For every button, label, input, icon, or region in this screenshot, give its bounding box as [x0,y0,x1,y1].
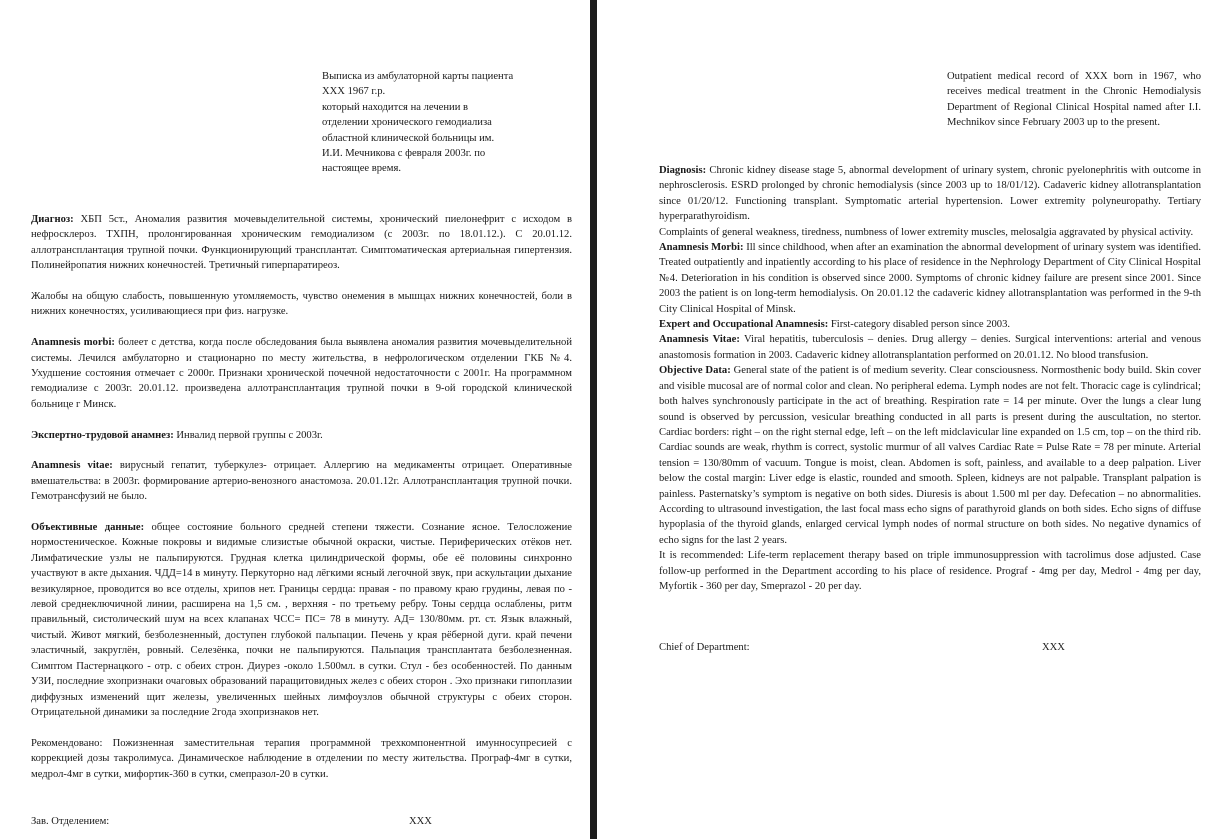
anamnesis-morbi-label: Anamnesis Morbi: [659,242,744,254]
expert-anamnesis-label: Expert and Occupational Anamnesis: [659,319,829,331]
complaints-paragraph: Жалобы на общую слабость, повышенную утомляемость, чувство онемения в мышцах нижних конечностей, боли в нижних конечностях, усиливающиеся при физ. нагрузке. [31,291,572,318]
diagnosis-text: ХБП 5ст., Аномалия развития мочевыделительной системы, хронический пиелонефрит с исходом в нефросклероз. ТХПН, пролонгированная хроническим гемодиализом (с 2003г. по 18.01.12.). С 20.01.12. аллотрансплантация трупной почки. Функционирующий трансплантат. Симптоматическая артериальная гипертензия. Полинейропатия нижних конечностей. Третичный гиперпаратиреоз. [31,214,572,272]
anamnesis-vitae-paragraph [31,458,572,504]
expert-anamnesis-label: Экспертно-трудовой анамнез: [31,429,174,441]
diagnosis-text: Chronic kidney disease stage 5, abnormal development of urinary system, chronic pyelonephritis with outcome in nephrosclerosis. ESRD prolonged by chronic hemodialysis (since 2003 up to 18/01/12). Cadaveric kidney allotransplantation since 01/20/12. Functioning transplant. Symptomatic arterial hypertension. Lower extremity polyneuropathy. Tertiary hyperparathyroidism. [659,165,1201,223]
page-divider [590,0,597,839]
anamnesis-morbi-label: Anamnesis morbi: [31,337,115,349]
diagnosis-label: Diagnosis: [659,165,707,176]
anamnesis-morbi-paragraph [659,240,1201,317]
signature-label: Chief of Department: [659,642,750,653]
anamnesis-vitae-label: Anamnesis Vitae: [659,334,740,346]
anamnesis-morbi-text: болеет с детства, когда после обследования была выявлена аномалия развития мочевыделительной системы. Лечился амбулаторно и стационарно по месту жительства, в нефрологическом отделении ГКБ №4. Ухудшение состояния отмечает с 2000г. Признаки хронической почечной недостаточности с 2001г. На программном гемодиализе с 2003г. 20.01.12. произведена аллотрансплантация трупной почки в 9-ой городской клинической больнице г Минск. [31,337,572,410]
expert-anamnesis-paragraph [31,428,572,443]
expert-anamnesis-paragraph [659,317,1201,332]
record-header: Выписка из амбулаторной карты пациента XXX 1967 г.р. который находится на лечении в отделении хронического гемодиализа областной клинической больницы им. И.И. Мечникова с февраля 2003г. по настоящее время. [322,71,514,175]
expert-anamnesis-text: Инвалид первой группы с 2003г. [173,429,323,441]
anamnesis-vitae-paragraph [659,332,1201,363]
record-body [31,212,572,797]
objective-data-paragraph [659,363,1201,548]
objective-data-label: Объективные данные: [31,522,145,534]
diagnosis-paragraph [31,212,572,274]
signature-name: XXX [1042,642,1065,653]
anamnesis-vitae-label: Anamnesis vitae: [31,460,113,472]
anamnesis-morbi-paragraph [31,335,572,412]
objective-data-text: общее состояние больного средней степени тяжести. Сознание ясное. Телосложение нормостеническое. Кожные покровы и видимые слизистые обычной окраски, чистые. Периферических отёков нет. Лимфатические узлы не пальпируются. Грудная клетка цилиндрической формы, обе её половины синхронно участвуют в акте дыхания. ЧДД=14 в минуту. Перкуторно над лёгкими ясный легочной звук, при аскультации дыхание везикулярное, проводится во все отделы, хрипов нет. Границы сердца: правая - по правому краю грудины, левая по - левой среднеключичной линии, расширена на 1,5 см. , верхняя - по третьему ребру. Тоны сердца ослаблены, ритм правильный, систолический шум на всех клапанах ЧСС= ПС= 78 в минуту. АД= 130/80мм. рт. ст. Язык влажный, чистый. Живот мягкий, безболезненный, доступен глубокой пальпации. Печень у края рёберной дуги. край печени эластичный, закруглён, ровный. Селезёнка, почки не пальпируются. Пальпация трансплантата безболезненная. Симптом Пастернацкого - отр. с обеих строн. Диурез -около 1.500мл. в сутки. Стул - без особенностей. По данным УЗИ, последние эхопризнаки очаговых образований паращитовидных желез с обеих сторон . Эхо признаки гипоплазии диффузных изменений щит железы, увеличенных шейных лимфоузлов обычной структуры с обеих сторон. Отрицательной динамики за последние 2года эхопризнаков нет. [31,522,572,718]
recommendation-paragraph: It is recommended: Life-term replacement therapy based on triple immunosuppression with tacrolimus dose adjusted. Case follow-up performed in the Department according to his place of residence. Prograf - 4mg per day, Medrol - 4mg per day, Myfortik - 360 per day, Smeprazol - 20 per day. [659,550,1201,592]
record-header: Outpatient medical record of XXX born in 1967, who receives medical treatment in the Chronic Hemodialysis Department of Regional Clinical Hospital named after I.I. Mechnikov since February 2003 up to the present. [947,71,1201,129]
diagnosis-paragraph [659,163,1201,225]
signature-name: XXX [409,816,432,827]
expert-anamnesis-text: First-category disabled person since 2003. [828,319,1011,331]
record-body [659,163,1201,594]
objective-data-text: General state of the patient is of medium severity. Clear consciousness. Normosthenic body build. Skin cover and visible mucosal are of normal color and clean. No peripheral edema. Lymph nodes are not felt. Thoracic cage is cylindrical; both halves synchronously participate in the act of breathing. Respiration rate = 14 per minute. Over the lungs a clear lung sound is observed by percussion, vesicular breathing conducted in all parts is present during the auscultation, no stertor. Cardiac borders: right – on the right sternal edge, left – on the left midclavicular line expanded on 1.5 cm, top – on the third rib. Cardiac sounds are weak, rhythm is correct, systolic murmur of all valves Cardiac Rate = Pulse Rate = 78 per minute. Arterial tension = 130/80mm of vacuum. Tongue is moist, clean. Abdomen is soft, painless, and available to a deep palpation. Liver below the costal margin: Liver edge is elastic, rounded and smooth. Spleen, kidneys are not palpable. Transplant palpation is painless. Pasternatsky’s symptom is negative on both sides. Diuresis is about 1.500 ml per day. Defecation – no abnormalities. According to ultrasound investigation, the last focal mass echo signs of parathyroid glands on both sides. Echo signs of diffuse hypoplasia of the thyroid glands, enlarged cervical lymph nodes of normal structure on both sides. No negative dynamics of echo signs for the last 2 years. [659,365,1202,546]
diagnosis-label: Диагноз: [31,214,74,225]
anamnesis-morbi-text: Ill since childhood, when after an examination the abnormal development of urinary system was identified. Treated outpatiently and inpatiently according to his place of residence in the Nephrology Department of City Clinical Hospital №4. Deterioration in his condition is observed since 2000. Symptoms of chronic kidney failure are present since 2001. Since 2003 the patient is on long-term hemodialysis. On 20.01.12 the cadaveric kidney allotransplantation was performed in the 9-th City Clinical Hospital of Minsk. [659,242,1201,315]
anamnesis-vitae-text: Viral hepatitis, tuberculosis – denies. Drug allergy – denies. Surgical interventions: arterial and venous anastomosis formation in 2003. Cadaveric kidney allotransplantation performed on 20.01.12. No blood transfusion. [659,334,1201,361]
complaints-paragraph: Complaints of general weakness, tiredness, numbness of lower extremity muscles, melosalgia aggravated by physical activity. [659,226,1194,238]
anamnesis-vitae-text: вирусный гепатит, туберкулез- отрицает. Аллергию на медикаменты отрицает. Оперативные вмешательства: в 2003г. формирование артерио-венозного анастомоза. 20.01.12г. Аллотрансплантация трупной почки. Гемотрансфузий не было. [31,460,572,503]
recommendation-paragraph: Рекомендовано: Пожизненная заместительная терапия программной трехкомпонентной имунносупресией с коррекцией дозы такролимуса. Динамическое наблюдение в отделении по месту жительства. Програф-4мг в сутки, медрол-4мг в сутки, мифортик-360 в сутки, смепразол-20 в сутки. [31,737,572,780]
document-page-english [597,0,1208,839]
objective-data-label: Objective Data: [659,365,731,377]
objective-data-paragraph [31,520,572,720]
signature-label: Зав. Отделением: [31,816,110,827]
document-page-russian [0,0,590,839]
